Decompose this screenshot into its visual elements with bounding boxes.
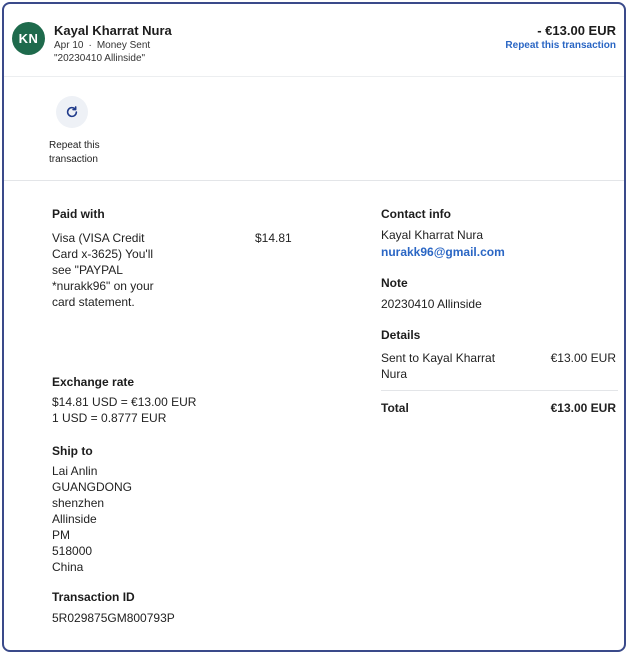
payment-method-description: Visa (VISA Credit Card x-3625) You'll see "PAYPAL *nurakk96" on your card statement. <box>52 231 154 309</box>
transaction-header[interactable] <box>4 4 624 76</box>
avatar: KN <box>12 22 45 55</box>
repeat-transaction-link[interactable]: Repeat this transaction <box>505 40 616 51</box>
separator-dot: · <box>88 40 92 51</box>
exchange-rate-value: 1 USD = 0.8777 EUR <box>52 411 167 425</box>
transaction-meta <box>54 40 150 51</box>
contact-email-link[interactable]: nurakk96@gmail.com <box>381 245 505 259</box>
repeat-transaction-label[interactable]: Repeat this transaction <box>49 140 100 165</box>
note-text: 20230410 Allinside <box>381 297 482 311</box>
total-amount: €13.00 EUR <box>550 401 616 415</box>
refresh-icon <box>65 105 79 119</box>
exchange-rate-heading: Exchange rate <box>52 375 135 389</box>
repeat-transaction-button[interactable] <box>56 96 88 128</box>
counterparty-name: Kayal Kharrat Nura <box>54 23 172 38</box>
payment-amount: $14.81 <box>255 231 292 245</box>
address-line: China <box>52 560 84 574</box>
details-divider <box>381 390 618 391</box>
note-heading: Note <box>381 276 408 290</box>
sent-amount: €13.00 EUR <box>550 351 616 365</box>
address-line: 518000 <box>52 544 93 558</box>
sent-to-label: Sent to Kayal Kharrat Nura <box>381 351 496 381</box>
shipping-address <box>52 463 132 575</box>
address-line: Allinside <box>52 512 97 526</box>
exchange-conversion: $14.81 USD = €13.00 EUR <box>52 395 197 409</box>
total-label: Total <box>381 401 409 415</box>
address-line: PM <box>52 528 70 542</box>
transaction-note-preview: "20230410 Allinside" <box>54 53 146 64</box>
transaction-date: Apr 10 <box>54 40 84 51</box>
transaction-id: 5R029875GM800793P <box>52 611 175 625</box>
address-line: shenzhen <box>52 496 105 510</box>
transaction-id-heading: Transaction ID <box>52 590 135 604</box>
transaction-amount: - €13.00 EUR <box>537 23 616 38</box>
address-line: GUANGDONG <box>52 480 133 494</box>
contact-name: Kayal Kharrat Nura <box>381 228 484 242</box>
action-bar <box>4 76 624 180</box>
transaction-type: Money Sent <box>96 40 151 51</box>
contact-info-heading: Contact info <box>381 207 451 221</box>
paid-with-heading: Paid with <box>52 207 105 221</box>
section-divider <box>4 180 624 181</box>
ship-to-heading: Ship to <box>52 444 93 458</box>
details-heading: Details <box>381 328 421 342</box>
address-line: Lai Anlin <box>52 464 98 478</box>
transaction-detail-panel <box>2 2 626 652</box>
